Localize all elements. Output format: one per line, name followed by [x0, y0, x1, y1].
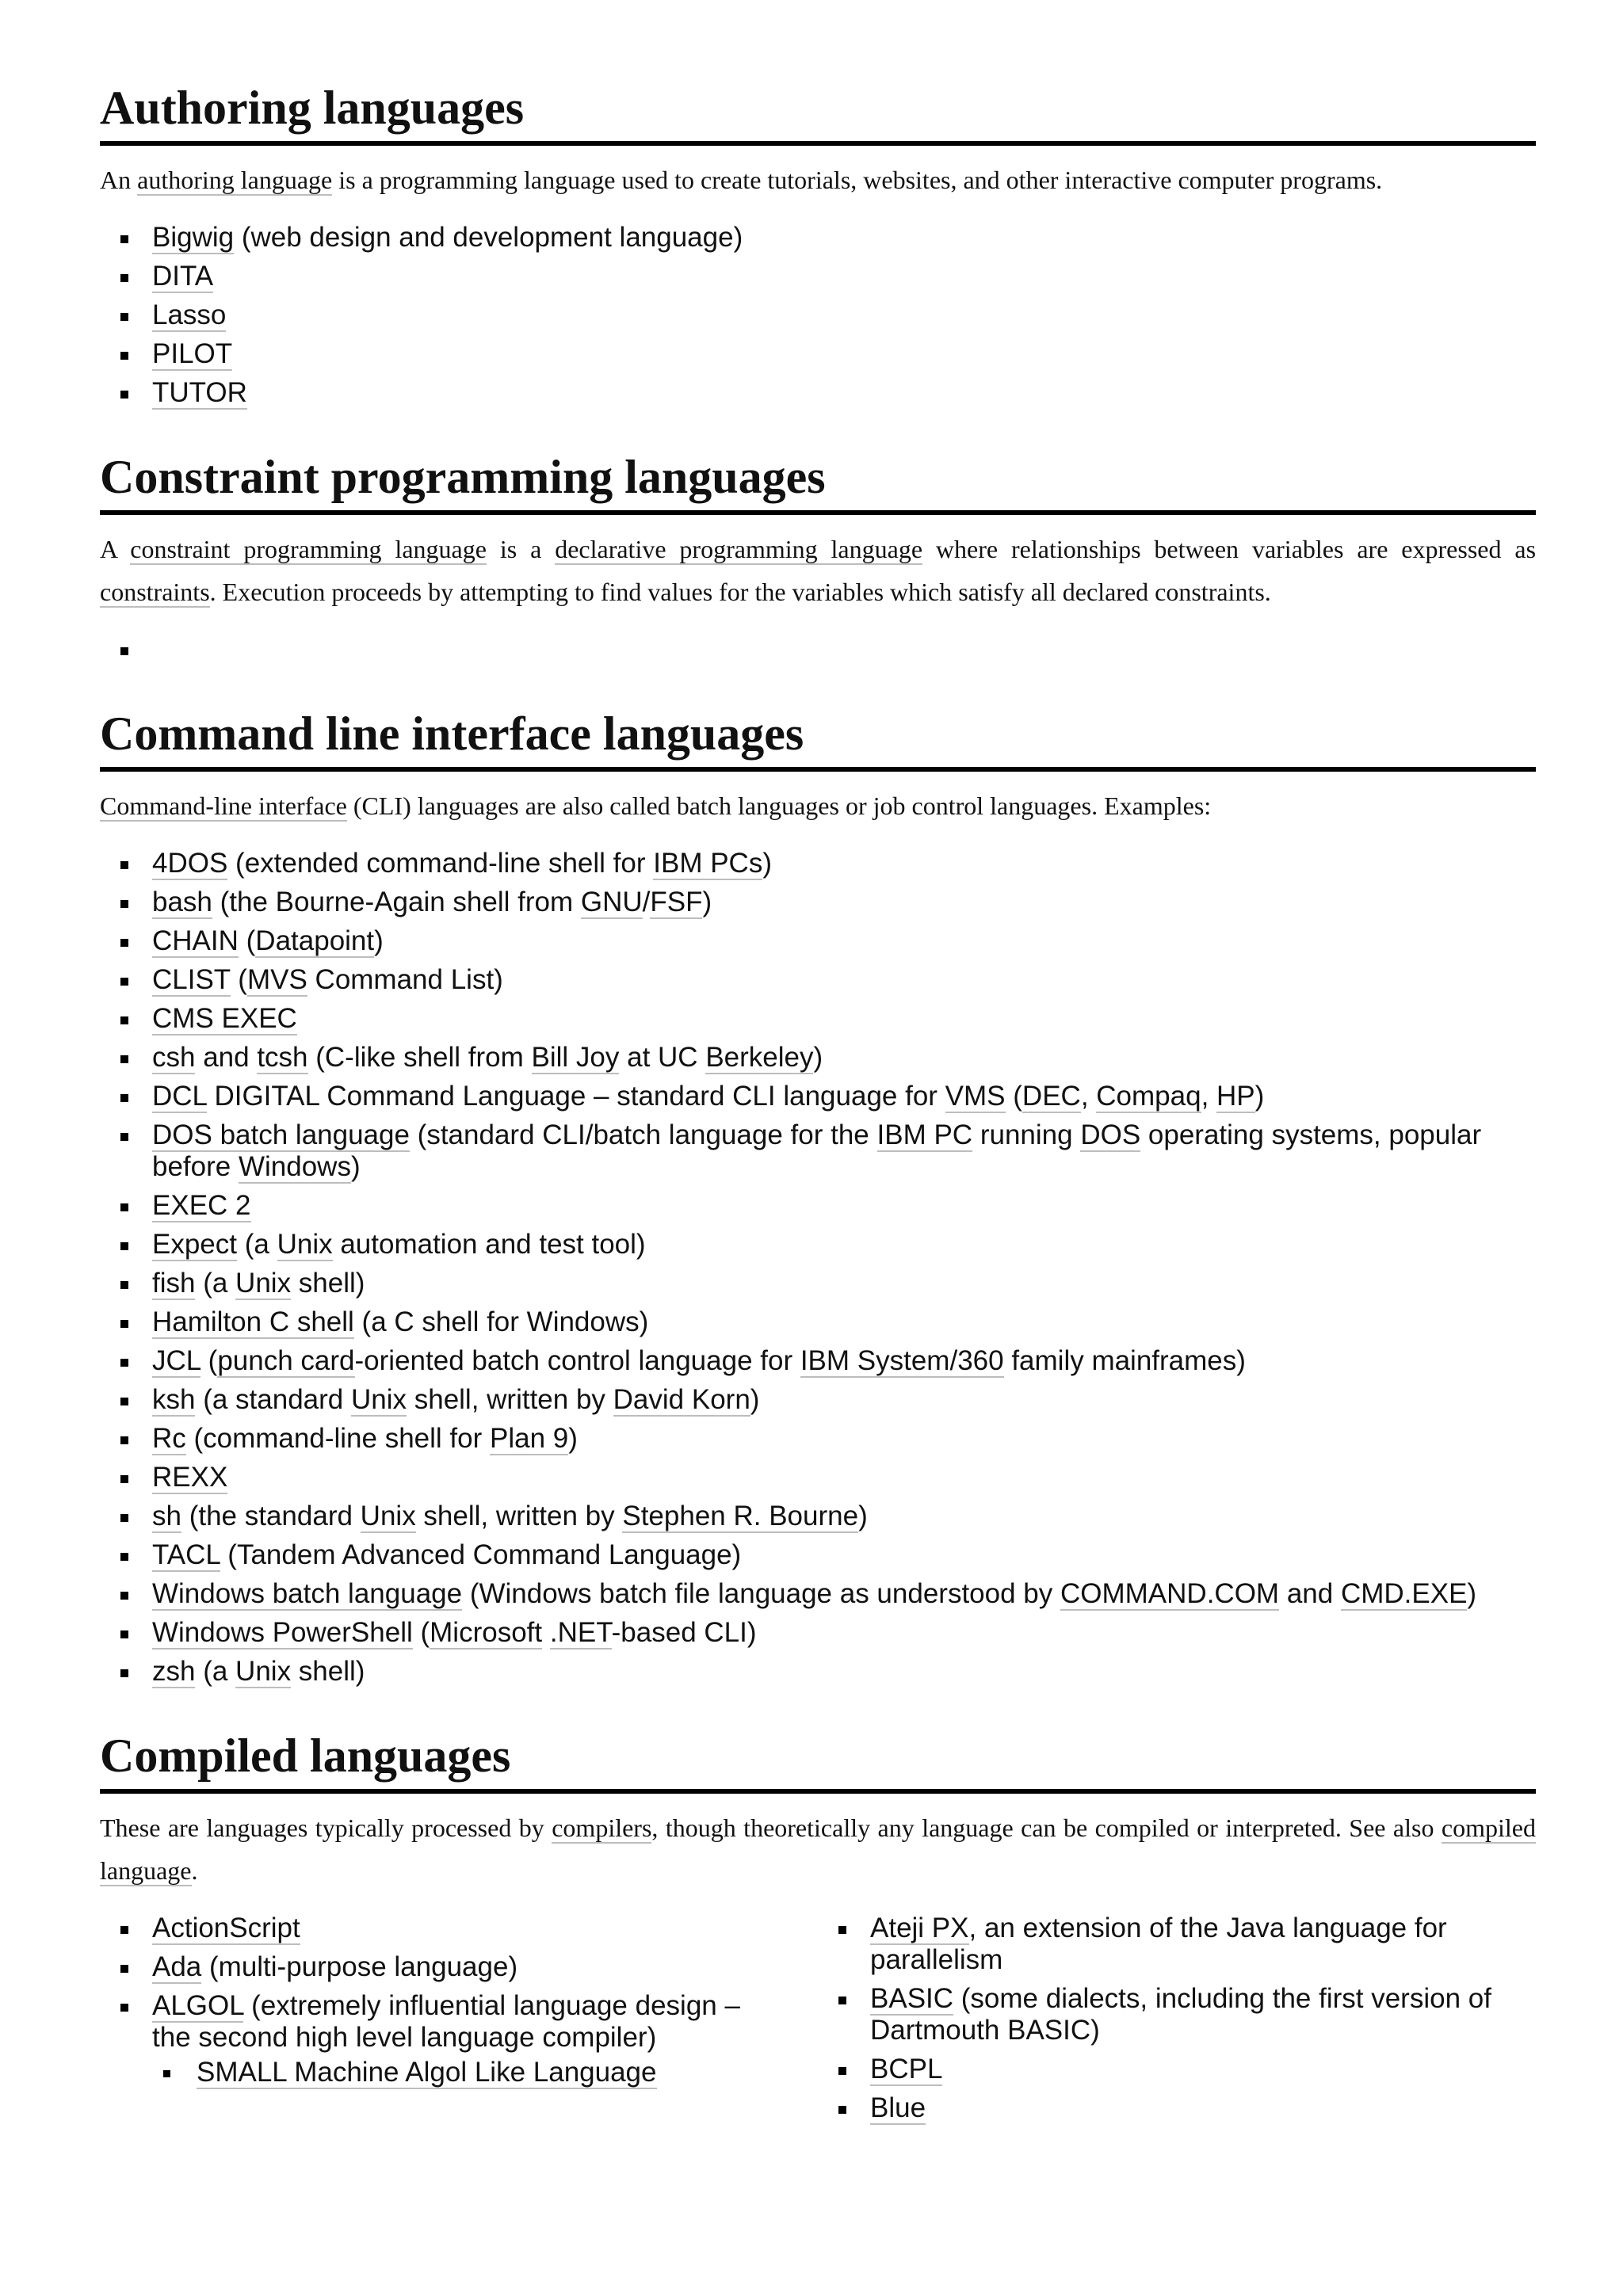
- link-bcpl[interactable]: BCPL: [870, 2054, 943, 2084]
- text-run: is a programming language used to create tutorials, websites, and other interactive computer programs.: [332, 166, 1383, 194]
- text-run: shell): [291, 1268, 365, 1299]
- link-algol[interactable]: ALGOL: [152, 1990, 244, 2021]
- text-run: and: [195, 1042, 258, 1073]
- text-run: ,: [1201, 1081, 1217, 1112]
- list-item: [100, 1656, 1536, 1688]
- list-item: [100, 1617, 1536, 1649]
- section-authoring-languages: [100, 79, 1536, 409]
- link-dita[interactable]: DITA: [152, 261, 214, 292]
- link-cmd-exe[interactable]: CMD.EXE: [1340, 1578, 1468, 1609]
- section-intro: [100, 784, 1536, 827]
- link-sh[interactable]: sh: [152, 1501, 181, 1531]
- link-expect[interactable]: Expect: [152, 1229, 237, 1260]
- link-ibm-pcs[interactable]: IBM PCs: [653, 848, 763, 879]
- text-run: -based CLI): [611, 1617, 757, 1648]
- list-item: [100, 299, 1536, 331]
- text-run: ): [1254, 1081, 1265, 1112]
- text-run: (the Bourne-Again shell from: [212, 887, 581, 917]
- link-unix[interactable]: Unix: [350, 1384, 407, 1415]
- link-stephen-r-bourne[interactable]: Stephen R. Bourne: [622, 1501, 859, 1531]
- link-rexx[interactable]: REXX: [152, 1462, 228, 1493]
- link-constraint-programming-language[interactable]: constraint programming language: [130, 535, 487, 563]
- text-run: (: [1005, 1081, 1022, 1112]
- link-windows-powershell[interactable]: Windows PowerShell: [152, 1617, 413, 1648]
- text-run: family mainframes): [1003, 1345, 1246, 1376]
- link-ada[interactable]: Ada: [152, 1951, 202, 1982]
- section-compiled-languages: [100, 1727, 1536, 2131]
- list-item: [100, 1462, 1536, 1493]
- list-item: [100, 1042, 1536, 1074]
- sub-list: [152, 2057, 770, 2088]
- list-item: [100, 1951, 770, 1983]
- text-run: (: [200, 1345, 218, 1376]
- two-column-list: [100, 1913, 1536, 2131]
- link-fsf[interactable]: FSF: [650, 887, 703, 917]
- link-ateji-px[interactable]: Ateji PX: [870, 1913, 969, 1943]
- link-tutor[interactable]: TUTOR: [152, 377, 247, 408]
- link-gnu[interactable]: GNU: [580, 887, 643, 917]
- list-item: [100, 1913, 770, 1944]
- list-item: [100, 1268, 1536, 1299]
- text-run: .: [191, 1856, 198, 1885]
- text-run: These are languages typically processed by: [100, 1814, 552, 1842]
- link-hp[interactable]: HP: [1216, 1081, 1255, 1112]
- section-command-line-interface-languages: [100, 705, 1536, 1688]
- list-item: [100, 1229, 1536, 1261]
- link-blue[interactable]: Blue: [870, 2092, 926, 2123]
- list-item: [100, 848, 1536, 879]
- link-declarative-programming-language[interactable]: declarative programming language: [555, 535, 923, 563]
- link-exec-2[interactable]: EXEC 2: [152, 1190, 251, 1221]
- text-run: (web design and development language): [234, 222, 743, 253]
- text-run: (command-line shell for: [185, 1423, 490, 1454]
- language-list: [100, 848, 1536, 1688]
- text-run: (: [230, 964, 247, 995]
- link-windows[interactable]: Windows: [238, 1151, 351, 1182]
- list-item: [100, 1306, 1536, 1338]
- list-column-left: [100, 1913, 818, 2131]
- link-dos-batch-language[interactable]: DOS batch language: [152, 1119, 410, 1150]
- section-intro: [100, 1806, 1536, 1892]
- link-microsoft[interactable]: Microsoft: [430, 1617, 543, 1648]
- text-run: , though theoretically any language can be compiled or interpreted. See also: [651, 1814, 1442, 1842]
- link-csh[interactable]: csh: [152, 1042, 196, 1073]
- text-run: (some dialects, including the first version of Dartmouth BASIC): [870, 1983, 1491, 2046]
- text-run: (multi-purpose language): [201, 1951, 518, 1982]
- link-small-machine-algol-like-language[interactable]: SMALL Machine Algol Like Language: [197, 2057, 657, 2088]
- section-constraint-programming-languages: [100, 448, 1536, 666]
- language-list: [100, 634, 1536, 666]
- link-berkeley[interactable]: Berkeley: [705, 1042, 814, 1073]
- section-heading: Compiled languages: [100, 1727, 1536, 1794]
- link-clist[interactable]: CLIST: [152, 964, 231, 995]
- list-item: [100, 634, 1536, 666]
- link-compaq[interactable]: Compaq: [1096, 1081, 1201, 1112]
- link-dec[interactable]: DEC: [1022, 1081, 1081, 1112]
- text-run: An: [100, 166, 138, 194]
- text-run: [542, 1617, 550, 1648]
- text-run: /: [642, 887, 651, 917]
- list-item: [818, 1913, 1536, 1976]
- text-run: (a: [195, 1268, 236, 1299]
- link-david-korn[interactable]: David Korn: [613, 1384, 750, 1415]
- list-item: [100, 1423, 1536, 1455]
- sub-list-item: [152, 2057, 770, 2088]
- text-run: Command List): [307, 964, 503, 995]
- link-vms[interactable]: VMS: [945, 1081, 1006, 1112]
- link-datapoint[interactable]: Datapoint: [255, 925, 375, 956]
- link-rc[interactable]: Rc: [152, 1423, 186, 1454]
- text-run: ): [1467, 1578, 1477, 1609]
- link-bigwig[interactable]: Bigwig: [152, 222, 235, 253]
- text-run: shell): [291, 1656, 365, 1687]
- text-run: (extremely influential language design – the second high level language compiler): [152, 1990, 740, 2053]
- link-tcsh[interactable]: tcsh: [257, 1042, 308, 1073]
- link-ibm-system-360[interactable]: IBM System/360: [800, 1345, 1004, 1376]
- list-item: [100, 1345, 1536, 1377]
- link-4dos[interactable]: 4DOS: [152, 848, 228, 879]
- text-run: A: [100, 535, 131, 563]
- text-run: (: [238, 925, 256, 956]
- text-run: (C-like shell from: [307, 1042, 532, 1073]
- list-item: [100, 261, 1536, 292]
- link-constraints[interactable]: constraints: [100, 578, 210, 606]
- list-item: [100, 1119, 1536, 1183]
- list-column-right: [818, 1913, 1536, 2131]
- link-unix[interactable]: Unix: [235, 1268, 292, 1299]
- text-run: at UC: [619, 1042, 706, 1073]
- link-windows-batch-language[interactable]: Windows batch language: [152, 1578, 463, 1609]
- text-run: ): [568, 1423, 578, 1454]
- text-run: ): [858, 1501, 868, 1531]
- link-lasso[interactable]: Lasso: [152, 299, 227, 330]
- link-pilot[interactable]: PILOT: [152, 338, 233, 369]
- text-run: automation and test tool): [332, 1229, 646, 1260]
- list-item: [100, 964, 1536, 996]
- list-item: [100, 1501, 1536, 1532]
- language-list: [100, 222, 1536, 409]
- link-dcl[interactable]: DCL: [152, 1081, 207, 1112]
- text-run: where relationships between variables are expressed as: [922, 535, 1537, 563]
- link-unix[interactable]: Unix: [235, 1656, 292, 1687]
- section-heading: Command line interface languages: [100, 705, 1536, 772]
- text-run: running: [972, 1119, 1081, 1150]
- text-run: (a: [237, 1229, 277, 1260]
- language-list: [100, 1913, 770, 2088]
- section-intro: [100, 158, 1536, 201]
- text-run: (the standard: [181, 1501, 361, 1531]
- text-run: ): [374, 925, 384, 956]
- list-item: [100, 1539, 1536, 1571]
- text-run: (a: [195, 1656, 236, 1687]
- text-run: (Tandem Advanced Command Language): [220, 1539, 742, 1570]
- link-unix[interactable]: Unix: [277, 1229, 333, 1260]
- text-run: and: [1279, 1578, 1341, 1609]
- link-command-com[interactable]: COMMAND.COM: [1060, 1578, 1280, 1609]
- text-run: (Windows batch file language as understood by: [462, 1578, 1060, 1609]
- text-run: (a C shell for Windows): [353, 1306, 649, 1337]
- link-basic[interactable]: BASIC: [870, 1983, 954, 2014]
- document-page: [100, 79, 1536, 2171]
- link-bill-joy[interactable]: Bill Joy: [531, 1042, 620, 1073]
- text-run: ): [762, 848, 772, 879]
- text-run: . Execution proceeds by attempting to find values for the variables which satisfy all declared constraints.: [209, 578, 1271, 606]
- list-item: [100, 377, 1536, 409]
- text-run: ): [702, 887, 712, 917]
- list-item: [818, 1983, 1536, 2046]
- text-run: ): [813, 1042, 823, 1073]
- link-command-line-interface[interactable]: Command-line interface: [100, 791, 347, 820]
- section-heading: Constraint programming languages: [100, 448, 1536, 515]
- text-run: (a standard: [195, 1384, 351, 1415]
- list-item: [100, 1578, 1536, 1610]
- text-run: is a: [486, 535, 556, 563]
- link-net[interactable]: .NET: [549, 1617, 612, 1648]
- link-punch-card[interactable]: punch card: [217, 1345, 355, 1376]
- link-compiled-language[interactable]: compiled language: [100, 1814, 1536, 1885]
- link-actionscript[interactable]: ActionScript: [152, 1913, 300, 1943]
- text-run: , an extension of the Java language for parallelism: [870, 1913, 1447, 1975]
- text-run: operating systems, popular before: [152, 1119, 1482, 1182]
- link-ibm-pc[interactable]: IBM PC: [876, 1119, 973, 1150]
- link-tacl[interactable]: TACL: [152, 1539, 220, 1570]
- link-authoring-language[interactable]: authoring language: [137, 166, 333, 194]
- text-run: (: [412, 1617, 430, 1648]
- text-run: -oriented batch control language for: [354, 1345, 800, 1376]
- list-item: [100, 925, 1536, 957]
- link-fish[interactable]: fish: [152, 1268, 196, 1299]
- text-run: ): [350, 1151, 361, 1182]
- list-item: [100, 222, 1536, 254]
- section-intro: [100, 528, 1536, 613]
- text-run: DIGITAL Command Language – standard CLI language for: [206, 1081, 945, 1112]
- link-unix[interactable]: Unix: [360, 1501, 416, 1531]
- link-compilers[interactable]: compilers: [552, 1814, 652, 1842]
- list-item: [100, 338, 1536, 370]
- list-item: [100, 1190, 1536, 1222]
- text-run: (CLI) languages are also called batch languages or job control languages. Examples:: [346, 791, 1212, 820]
- list-item: [818, 2092, 1536, 2124]
- list-item: [100, 887, 1536, 918]
- link-hamilton-c-shell[interactable]: Hamilton C shell: [152, 1306, 354, 1337]
- link-plan-9[interactable]: Plan 9: [489, 1423, 569, 1454]
- link-jcl[interactable]: JCL: [152, 1345, 200, 1376]
- text-run: shell, written by: [407, 1384, 613, 1415]
- language-list: [818, 1913, 1536, 2124]
- link-mvs[interactable]: MVS: [246, 964, 307, 995]
- link-chain[interactable]: CHAIN: [152, 925, 239, 956]
- section-heading: Authoring languages: [100, 79, 1536, 146]
- list-item: [100, 1081, 1536, 1112]
- text-run: (extended command-line shell for: [227, 848, 654, 879]
- link-bash[interactable]: bash: [152, 887, 212, 917]
- text-run: shell, written by: [415, 1501, 623, 1531]
- link-cms-exec[interactable]: CMS EXEC: [152, 1003, 297, 1034]
- link-dos[interactable]: DOS: [1080, 1119, 1141, 1150]
- text-run: (standard CLI/batch language for the: [409, 1119, 877, 1150]
- link-zsh[interactable]: zsh: [152, 1656, 196, 1687]
- text-run: ,: [1080, 1081, 1097, 1112]
- list-item: [100, 1384, 1536, 1416]
- list-item: [100, 1003, 1536, 1035]
- text-run: ): [750, 1384, 760, 1415]
- list-item: [818, 2054, 1536, 2085]
- link-ksh[interactable]: ksh: [152, 1384, 196, 1415]
- list-item: [100, 1990, 770, 2088]
